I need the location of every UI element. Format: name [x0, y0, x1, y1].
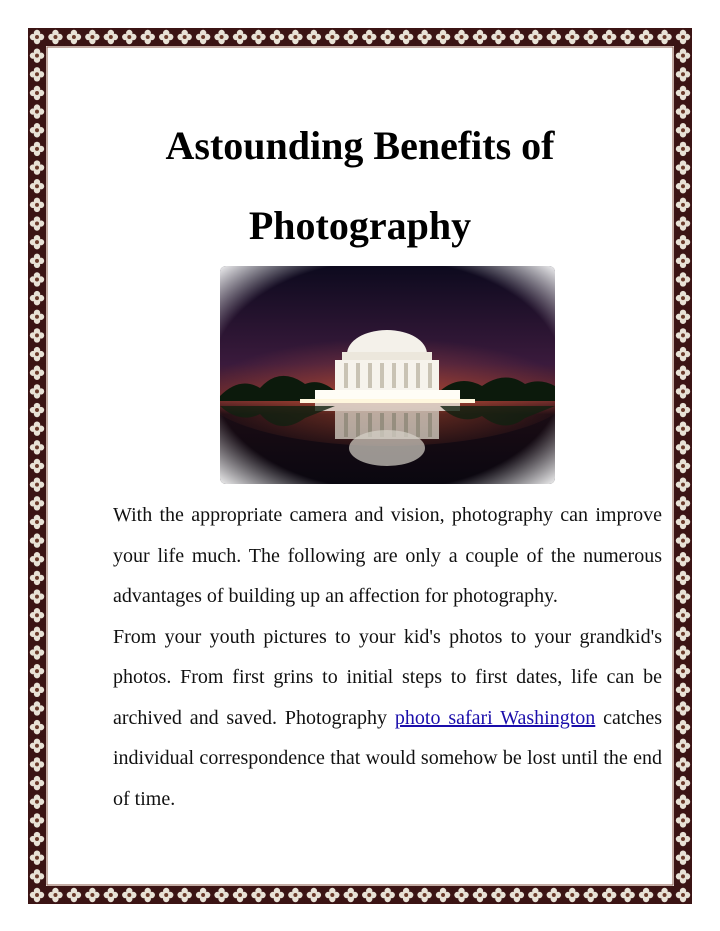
article-body [113, 495, 662, 819]
page-content [56, 56, 664, 876]
photo-safari-link[interactable]: photo safari Washington [394, 706, 596, 729]
title-line-1: Astounding Benefits of [165, 123, 555, 168]
paragraph-2-text-before: From your youth pictures to your kid's photos to your grandkid's photos. From first grins to initial steps to first dates, life can be archived and saved. Photography [113, 625, 662, 729]
paragraph-2-text-after: catches individual correspondence that would somehow be lost until the end of time. [113, 706, 662, 810]
paragraph-1: With the appropriate camera and vision, photography can improve your life much. The following are only a couple of the numerous advantages of building up an affection for photography. [113, 504, 662, 607]
page-title [56, 106, 664, 266]
paragraph-2 [113, 617, 662, 820]
memorial-photo [220, 266, 555, 484]
page-frame [28, 28, 692, 904]
title-line-2: Photography [248, 203, 472, 248]
